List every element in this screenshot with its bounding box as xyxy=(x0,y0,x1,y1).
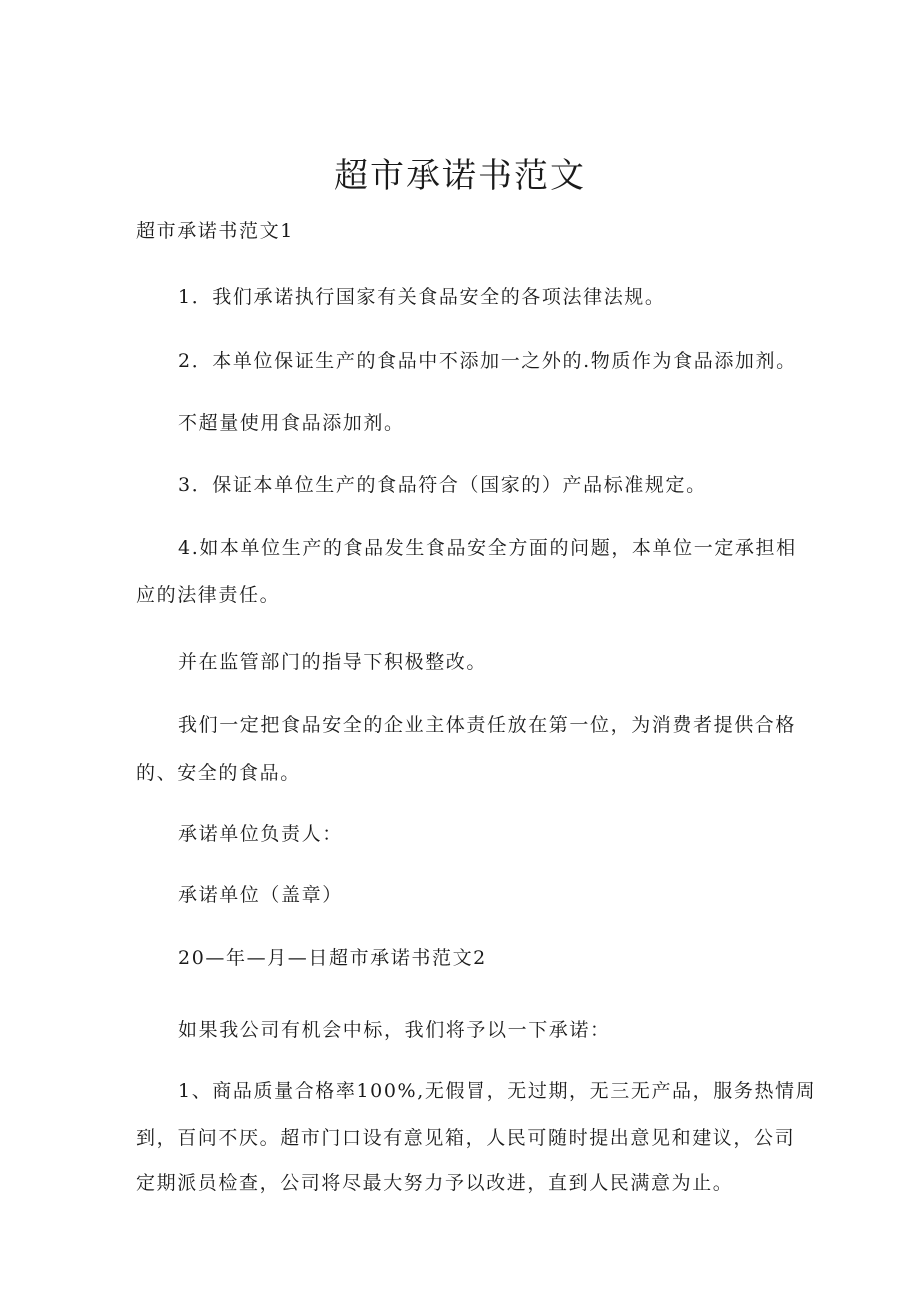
signature-label: 承诺单位负责人： xyxy=(178,823,343,845)
paragraph-line: 定期派员检查，公司将尽最大努力予以改进，直到人民满意为止。 xyxy=(136,1172,734,1194)
paragraph-line: 应的法律责任。 xyxy=(136,584,281,606)
paragraph-line: 1、商品质量合格率100%,无假冒，无过期，无三无产品，服务热情周 xyxy=(178,1080,817,1102)
paragraph-line: 不超量使用食品添加剂。 xyxy=(178,412,405,434)
paragraph-line: 4.如本单位生产的食品发生食品安全方面的问题，本单位一定承担相 xyxy=(178,537,797,559)
paragraph-line: 到，百问不厌。超市门口设有意见箱，人民可随时提出意见和建议，公司 xyxy=(136,1127,796,1149)
section-heading-1: 超市承诺书范文1 xyxy=(136,220,294,242)
paragraph-line: 1．我们承诺执行国家有关食品安全的各项法律法规。 xyxy=(178,286,666,308)
document-title: 超市承诺书范文 xyxy=(334,156,586,196)
paragraph-line: 我们一定把食品安全的企业主体责任放在第一位，为消费者提供合格 xyxy=(178,714,797,736)
paragraph-line: 的、安全的食品。 xyxy=(136,762,301,784)
paragraph-line: 如果我公司有机会中标，我们将予以一下承诺： xyxy=(178,1019,611,1041)
seal-label: 承诺单位（盖章） xyxy=(178,884,343,906)
date-line: 20—年—月—日超市承诺书范文2 xyxy=(178,947,487,969)
paragraph-line: 3．保证本单位生产的食品符合（国家的）产品标准规定。 xyxy=(178,474,707,496)
paragraph-line: 2．本单位保证生产的食品中不添加一之外的.物质作为食品添加剂。 xyxy=(178,350,797,372)
paragraph-line: 并在监管部门的指导下积极整改。 xyxy=(178,651,488,673)
